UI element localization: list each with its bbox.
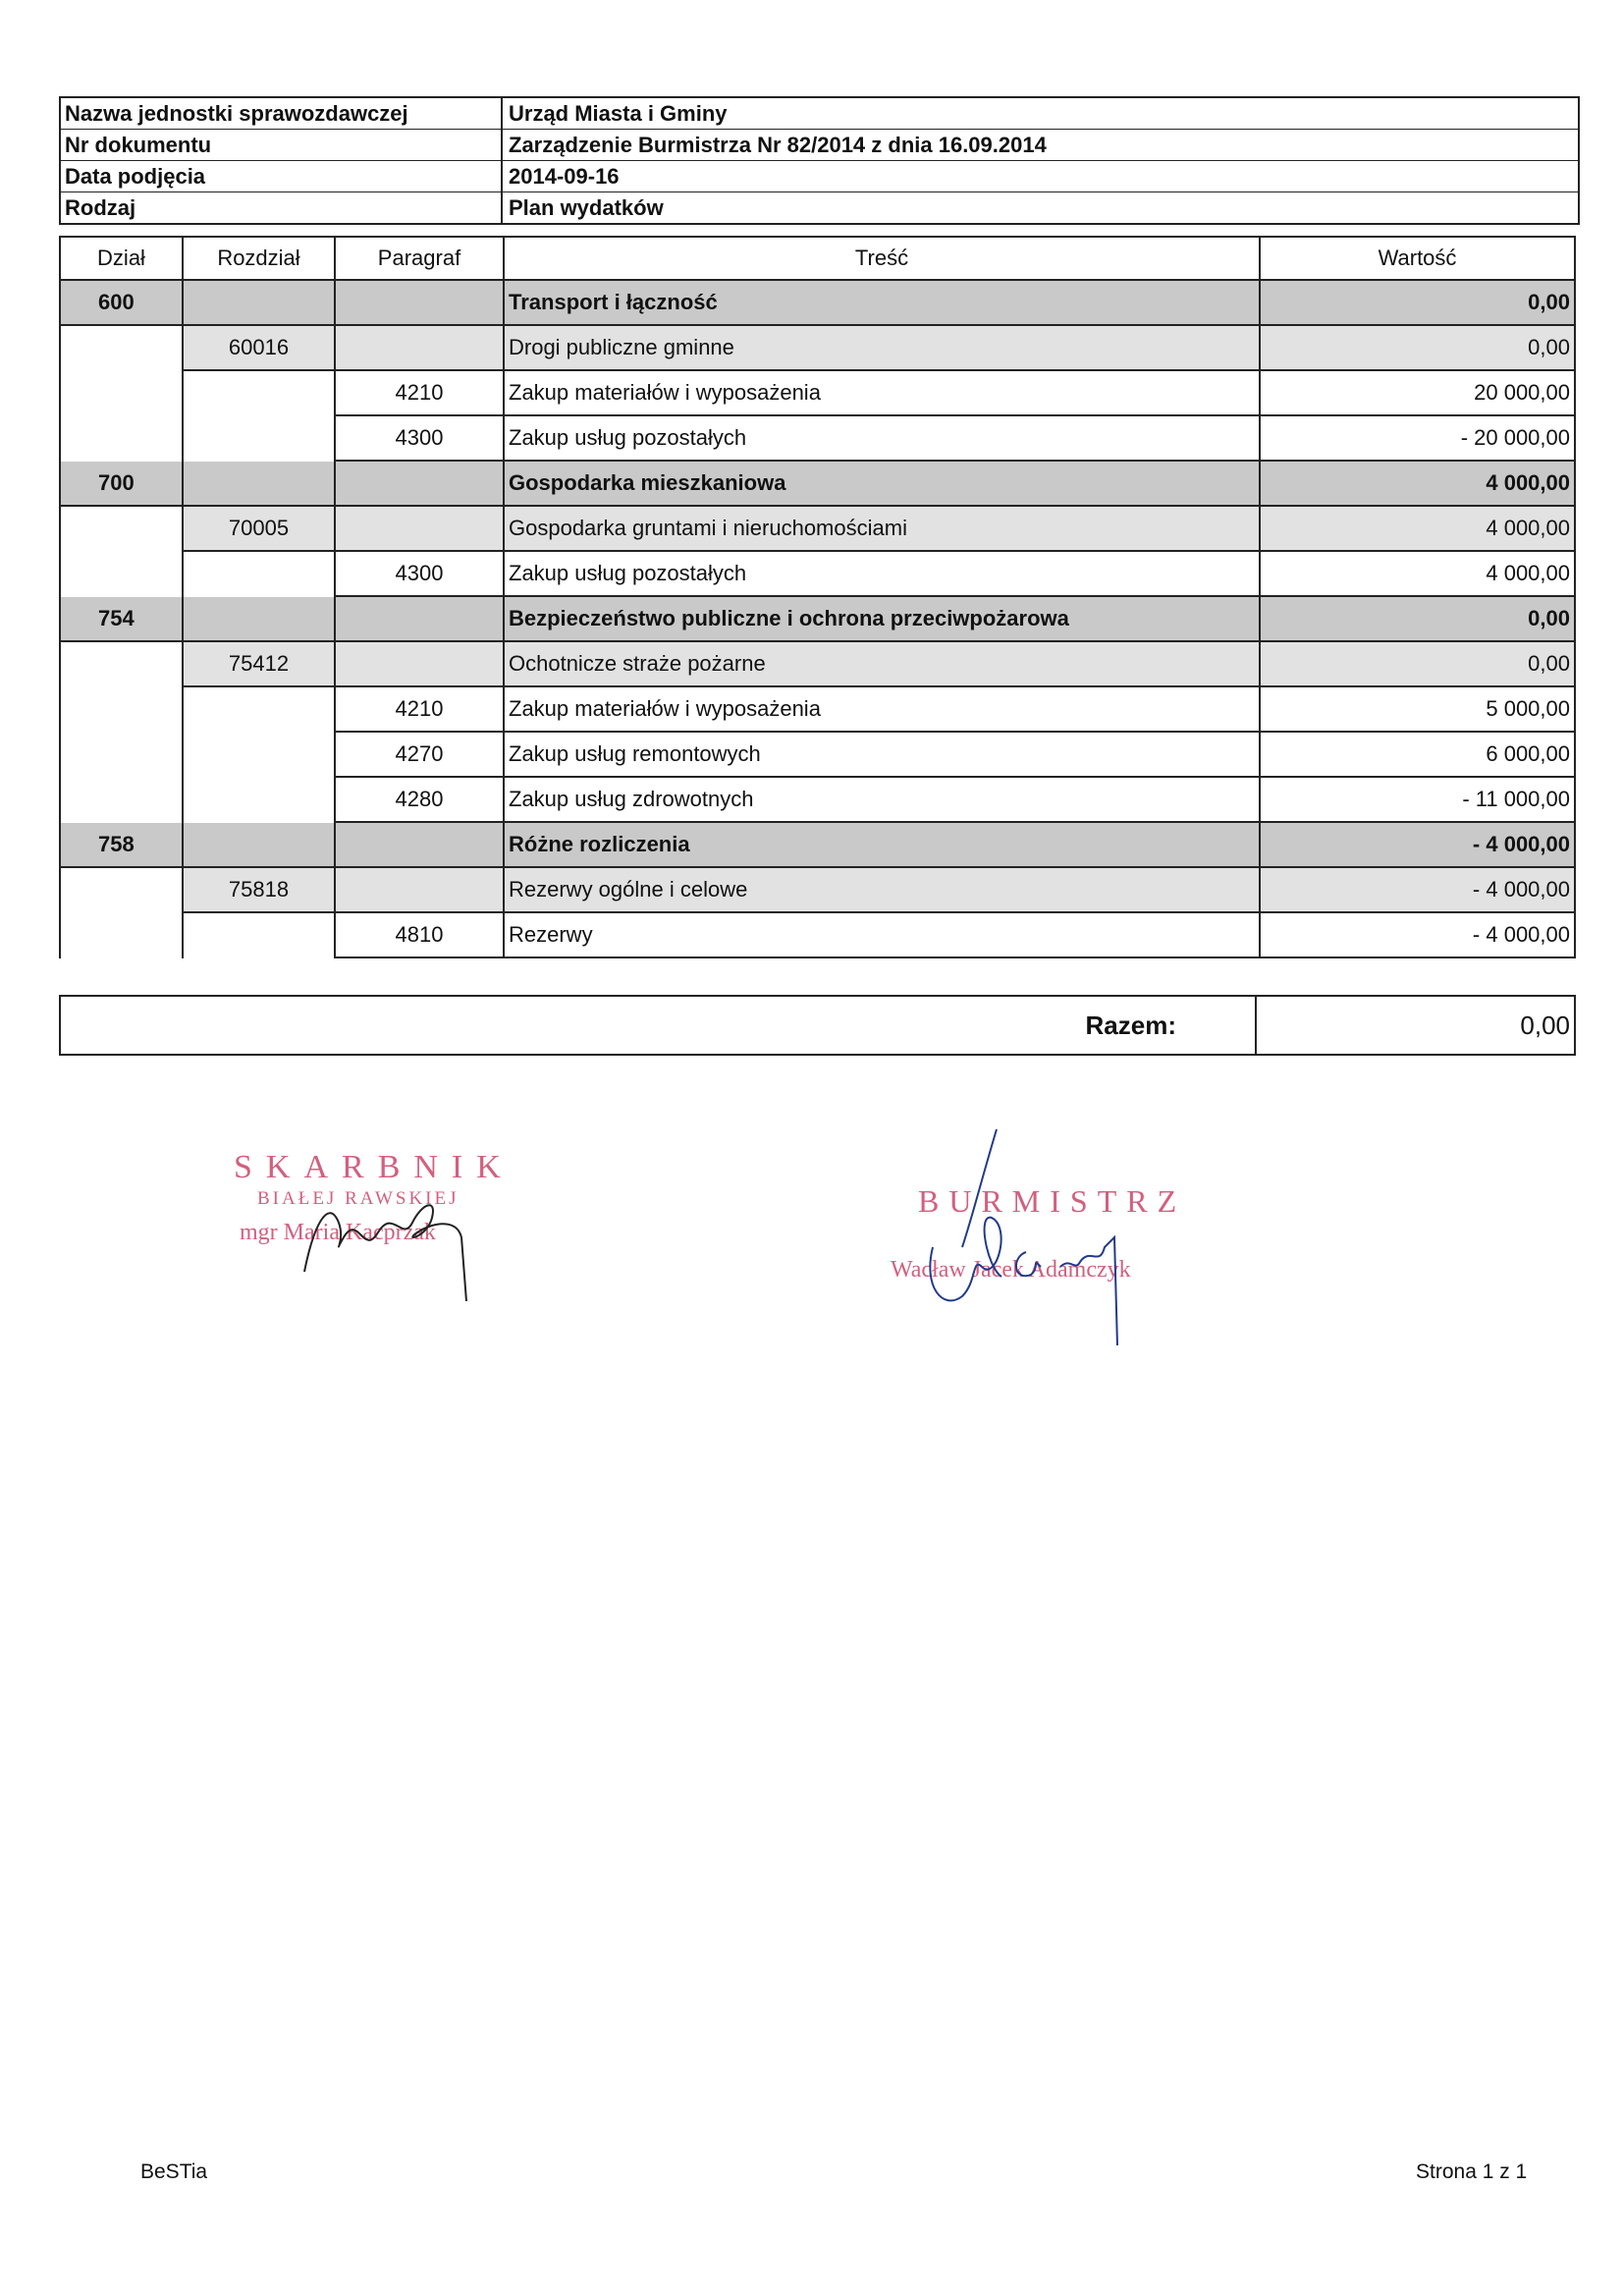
- cell-rozdzial: [182, 281, 334, 326]
- cell-wartosc: - 11 000,00: [1259, 778, 1576, 823]
- table-row: [59, 552, 1576, 597]
- info-value: 2014-09-16: [509, 164, 620, 189]
- info-row-date: [61, 161, 1578, 192]
- cell-dzial: [59, 642, 182, 687]
- cell-tresc: Ochotnicze straże pożarne: [503, 642, 1259, 687]
- cell-dzial: [59, 552, 182, 597]
- cell-wartosc: 4 000,00: [1259, 462, 1576, 507]
- cell-tresc: Różne rozliczenia: [503, 823, 1259, 868]
- cell-tresc: Zakup usług remontowych: [503, 733, 1259, 778]
- column-header-rozdzial: Rozdział: [182, 236, 334, 281]
- table-row: [59, 913, 1576, 958]
- info-label: Nr dokumentu: [61, 130, 503, 160]
- cell-tresc: Transport i łączność: [503, 281, 1259, 326]
- info-label: Rodzaj: [61, 192, 503, 223]
- cell-tresc: Gospodarka mieszkaniowa: [503, 462, 1259, 507]
- stamp-title: BURMISTRZ: [918, 1183, 1187, 1219]
- cell-dzial: [59, 913, 182, 958]
- cell-tresc: Zakup usług zdrowotnych: [503, 778, 1259, 823]
- cell-tresc: Bezpieczeństwo publiczne i ochrona przeciwpożarowa: [503, 597, 1259, 642]
- cell-wartosc: 6 000,00: [1259, 733, 1576, 778]
- cell-tresc: Drogi publiczne gminne: [503, 326, 1259, 371]
- table-row: [59, 597, 1576, 642]
- info-value: Zarządzenie Burmistrza Nr 82/2014 z dnia 16.09.2014: [509, 133, 1047, 157]
- cell-tresc: Zakup usług pozostałych: [503, 416, 1259, 462]
- cell-paragraf: [334, 868, 503, 913]
- cell-dzial: [59, 778, 182, 823]
- cell-wartosc: 0,00: [1259, 326, 1576, 371]
- stamp-subtitle: BIAŁEJ RAWSKIEJ: [257, 1188, 460, 1209]
- document-info-table: [59, 96, 1580, 225]
- cell-rozdzial: [182, 733, 334, 778]
- cell-rozdzial: [182, 371, 334, 416]
- column-header-paragraf: Paragraf: [334, 236, 503, 281]
- cell-paragraf: 4810: [334, 913, 503, 958]
- info-value: Urząd Miasta i Gminy: [509, 101, 728, 126]
- info-row-unit: [61, 98, 1578, 130]
- cell-rozdzial: [182, 913, 334, 958]
- table-row: [59, 778, 1576, 823]
- info-label: Data podjęcia: [61, 161, 503, 191]
- cell-paragraf: [334, 642, 503, 687]
- info-label: Nazwa jednostki sprawozdawczej: [61, 98, 503, 129]
- info-row-kind: [61, 192, 1578, 223]
- cell-dzial: [59, 733, 182, 778]
- column-header-dzial: Dział: [59, 236, 182, 281]
- cell-dzial: [59, 326, 182, 371]
- total-row: [59, 995, 1576, 1056]
- table-row: [59, 371, 1576, 416]
- table-row: [59, 326, 1576, 371]
- cell-paragraf: [334, 597, 503, 642]
- table-row: [59, 733, 1576, 778]
- cell-rozdzial: [182, 778, 334, 823]
- cell-rozdzial: [182, 462, 334, 507]
- footer-software: BeSTia: [140, 2160, 208, 2183]
- cell-tresc: Zakup materiałów i wyposażenia: [503, 371, 1259, 416]
- cell-wartosc: 0,00: [1259, 642, 1576, 687]
- table-row: [59, 868, 1576, 913]
- cell-tresc: Gospodarka gruntami i nieruchomościami: [503, 507, 1259, 552]
- table-row: [59, 416, 1576, 462]
- cell-rozdzial: 75818: [182, 868, 334, 913]
- cell-dzial: 700: [59, 462, 182, 507]
- cell-paragraf: 4280: [334, 778, 503, 823]
- cell-paragraf: 4210: [334, 687, 503, 733]
- cell-wartosc: 4 000,00: [1259, 552, 1576, 597]
- table-row: [59, 823, 1576, 868]
- cell-paragraf: [334, 507, 503, 552]
- cell-wartosc: 20 000,00: [1259, 371, 1576, 416]
- cell-rozdzial: [182, 687, 334, 733]
- cell-wartosc: - 4 000,00: [1259, 868, 1576, 913]
- table-row: [59, 507, 1576, 552]
- cell-dzial: [59, 687, 182, 733]
- cell-paragraf: [334, 462, 503, 507]
- cell-dzial: [59, 416, 182, 462]
- expenditure-table: [59, 236, 1576, 958]
- cell-rozdzial: [182, 552, 334, 597]
- cell-paragraf: [334, 326, 503, 371]
- mayor-signature: [903, 1120, 1159, 1355]
- cell-tresc: Zakup materiałów i wyposażenia: [503, 687, 1259, 733]
- column-header-wartosc: Wartość: [1259, 236, 1576, 281]
- cell-rozdzial: [182, 823, 334, 868]
- table-body: [59, 281, 1576, 958]
- cell-wartosc: - 20 000,00: [1259, 416, 1576, 462]
- table-row: [59, 642, 1576, 687]
- cell-paragraf: [334, 823, 503, 868]
- cell-wartosc: - 4 000,00: [1259, 823, 1576, 868]
- cell-wartosc: 0,00: [1259, 281, 1576, 326]
- cell-paragraf: 4210: [334, 371, 503, 416]
- cell-paragraf: 4270: [334, 733, 503, 778]
- cell-tresc: Rezerwy: [503, 913, 1259, 958]
- cell-rozdzial: 60016: [182, 326, 334, 371]
- cell-tresc: Rezerwy ogólne i celowe: [503, 868, 1259, 913]
- table-row: [59, 687, 1576, 733]
- table-row: [59, 281, 1576, 326]
- cell-rozdzial: 75412: [182, 642, 334, 687]
- cell-dzial: [59, 371, 182, 416]
- cell-paragraf: 4300: [334, 552, 503, 597]
- cell-wartosc: 5 000,00: [1259, 687, 1576, 733]
- stamp-title: SKARBNIK: [234, 1149, 514, 1185]
- cell-rozdzial: [182, 597, 334, 642]
- cell-rozdzial: [182, 416, 334, 462]
- cell-wartosc: 4 000,00: [1259, 507, 1576, 552]
- cell-wartosc: 0,00: [1259, 597, 1576, 642]
- cell-paragraf: 4300: [334, 416, 503, 462]
- table-header: [59, 236, 1576, 281]
- cell-paragraf: [334, 281, 503, 326]
- treasurer-signature: [285, 1164, 481, 1311]
- cell-tresc: Zakup usług pozostałych: [503, 552, 1259, 597]
- cell-wartosc: - 4 000,00: [1259, 913, 1576, 958]
- total-value: 0,00: [1520, 1010, 1570, 1040]
- cell-dzial: 600: [59, 281, 182, 326]
- stamp-name: Wacław Jacek Adamczyk: [891, 1257, 1131, 1283]
- cell-dzial: 754: [59, 597, 182, 642]
- footer-page-number: Strona 1 z 1: [1416, 2160, 1528, 2183]
- info-row-document-number: [61, 130, 1578, 161]
- table-row: [59, 462, 1576, 507]
- cell-rozdzial: 70005: [182, 507, 334, 552]
- cell-dzial: [59, 507, 182, 552]
- column-header-tresc: Treść: [503, 236, 1259, 281]
- cell-dzial: [59, 868, 182, 913]
- stamp-name: mgr Maria Kacprzak: [240, 1220, 436, 1245]
- info-value: Plan wydatków: [509, 195, 664, 220]
- total-label: Razem:: [61, 997, 1257, 1054]
- cell-dzial: 758: [59, 823, 182, 868]
